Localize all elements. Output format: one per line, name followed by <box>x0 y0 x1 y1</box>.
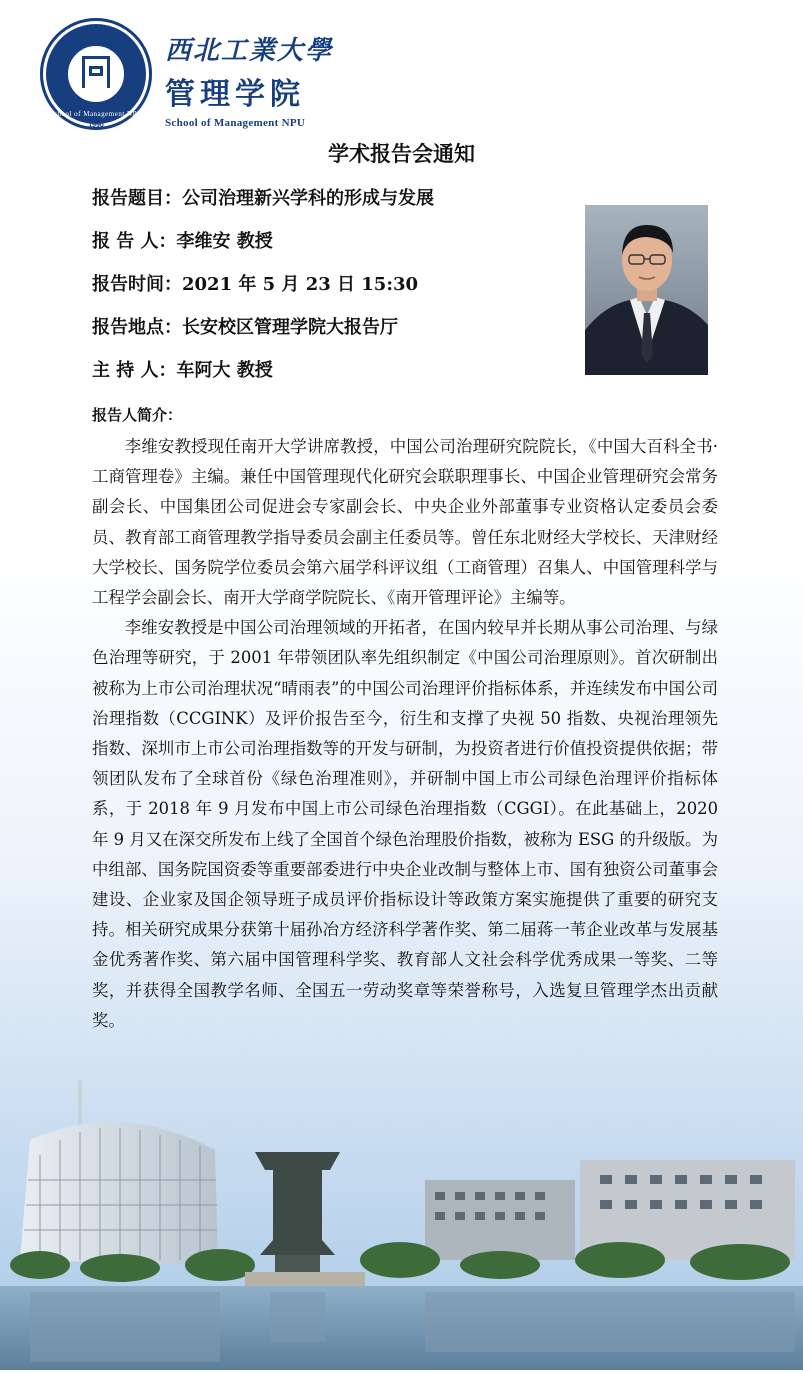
seal-ring-text: School of Management NPU <box>49 110 143 118</box>
bio-label: 报告人简介： <box>92 406 183 424</box>
report-speaker: 报 告 人：李维安 教授 <box>92 231 273 252</box>
gate-emblem-icon <box>82 56 110 88</box>
speaker-portrait-illustration <box>585 205 708 375</box>
speaker-photo <box>585 205 708 375</box>
campus-scene-illustration <box>0 1060 803 1370</box>
seal-year: 1990 <box>88 122 104 129</box>
bio-paragraph-2: 李维安教授是中国公司治理领域的开拓者，在国内较早并长期从事公司治理、与绿色治理等研究，于 2001 年带领团队率先组织制定《中国公司治理原则》。首次研制出被称为上市公司治理状况“晴雨表”的中国公司治理评价指标体系，并连续发布中国公司治理指数（CCGINK）及评价报告至今，衍生和支撑了央视 50 指数、央视治理领先指数、深圳市上市公司治理指数等的开发与研制，为投资者进行价值投资提供依据；带领团队发布了全球首份《绿色治理准则》，并研制中国上市公司绿色治理评价指标体系，于 2018 年 9 月发布中国上市公司绿色治理指数（CGGI）。在此基础上，2020 年 9 月又在深交所发布上线了全国首个绿色治理股价指数，被称为 ESG 的升级版。为中组部、国务院国资委等重要部委进行中央企业改制与整体上市、国有独资公司董事会建设、企业家及国企领导班子成员评价指标设计等政策方案实施提供了重要的研究支持。相关研究成果分获第十届孙冶方经济科学著作奖、第二届蒋一苇企业改革与发展基金优秀著作奖、第六届中国管理科学奖、教育部人文社会科学优秀成果一等奖、二等奖，并获得全国教学名师、全国五一劳动奖章等荣誉称号，入选复旦管理学杰出贡献奖。 <box>92 618 718 1030</box>
school-name: 管理学院 <box>165 77 305 112</box>
report-info <box>92 184 572 399</box>
report-location: 报告地点：长安校区管理学院大报告厅 <box>92 317 398 338</box>
school-name-en: School of Management NPU <box>165 117 306 129</box>
bio-text <box>92 432 718 1036</box>
school-brand <box>165 30 333 129</box>
university-name: 西北工業大學 <box>165 36 334 66</box>
report-topic: 报告题目：公司治理新兴学科的形成与发展 <box>92 188 434 209</box>
page-title: 学术报告会通知 <box>328 141 475 166</box>
report-host: 主 持 人：车阿大 教授 <box>92 360 273 381</box>
report-time: 报告时间：2021 年 5 月 23 日 15:30 <box>92 274 419 295</box>
bio-paragraph-1: 李维安教授现任南开大学讲席教授，中国公司治理研究院院长，《中国大百科全书·工商管理卷》主编。兼任中国管理现代化研究会联职理事长、中国企业管理研究会常务副会长、中国集团公司促进会专家副会长、中央企业外部董事专业资格认定委员会委员、教育部工商管理教学指导委员会副主任委员等。曾任东北财经大学校长、天津财经大学校长、国务院学位委员会第六届学科评议组（工商管理）召集人、中国管理科学与工程学会副会长、南开大学商学院院长、《南开管理评论》主编等。 <box>92 437 718 608</box>
university-seal-logo <box>40 18 152 130</box>
